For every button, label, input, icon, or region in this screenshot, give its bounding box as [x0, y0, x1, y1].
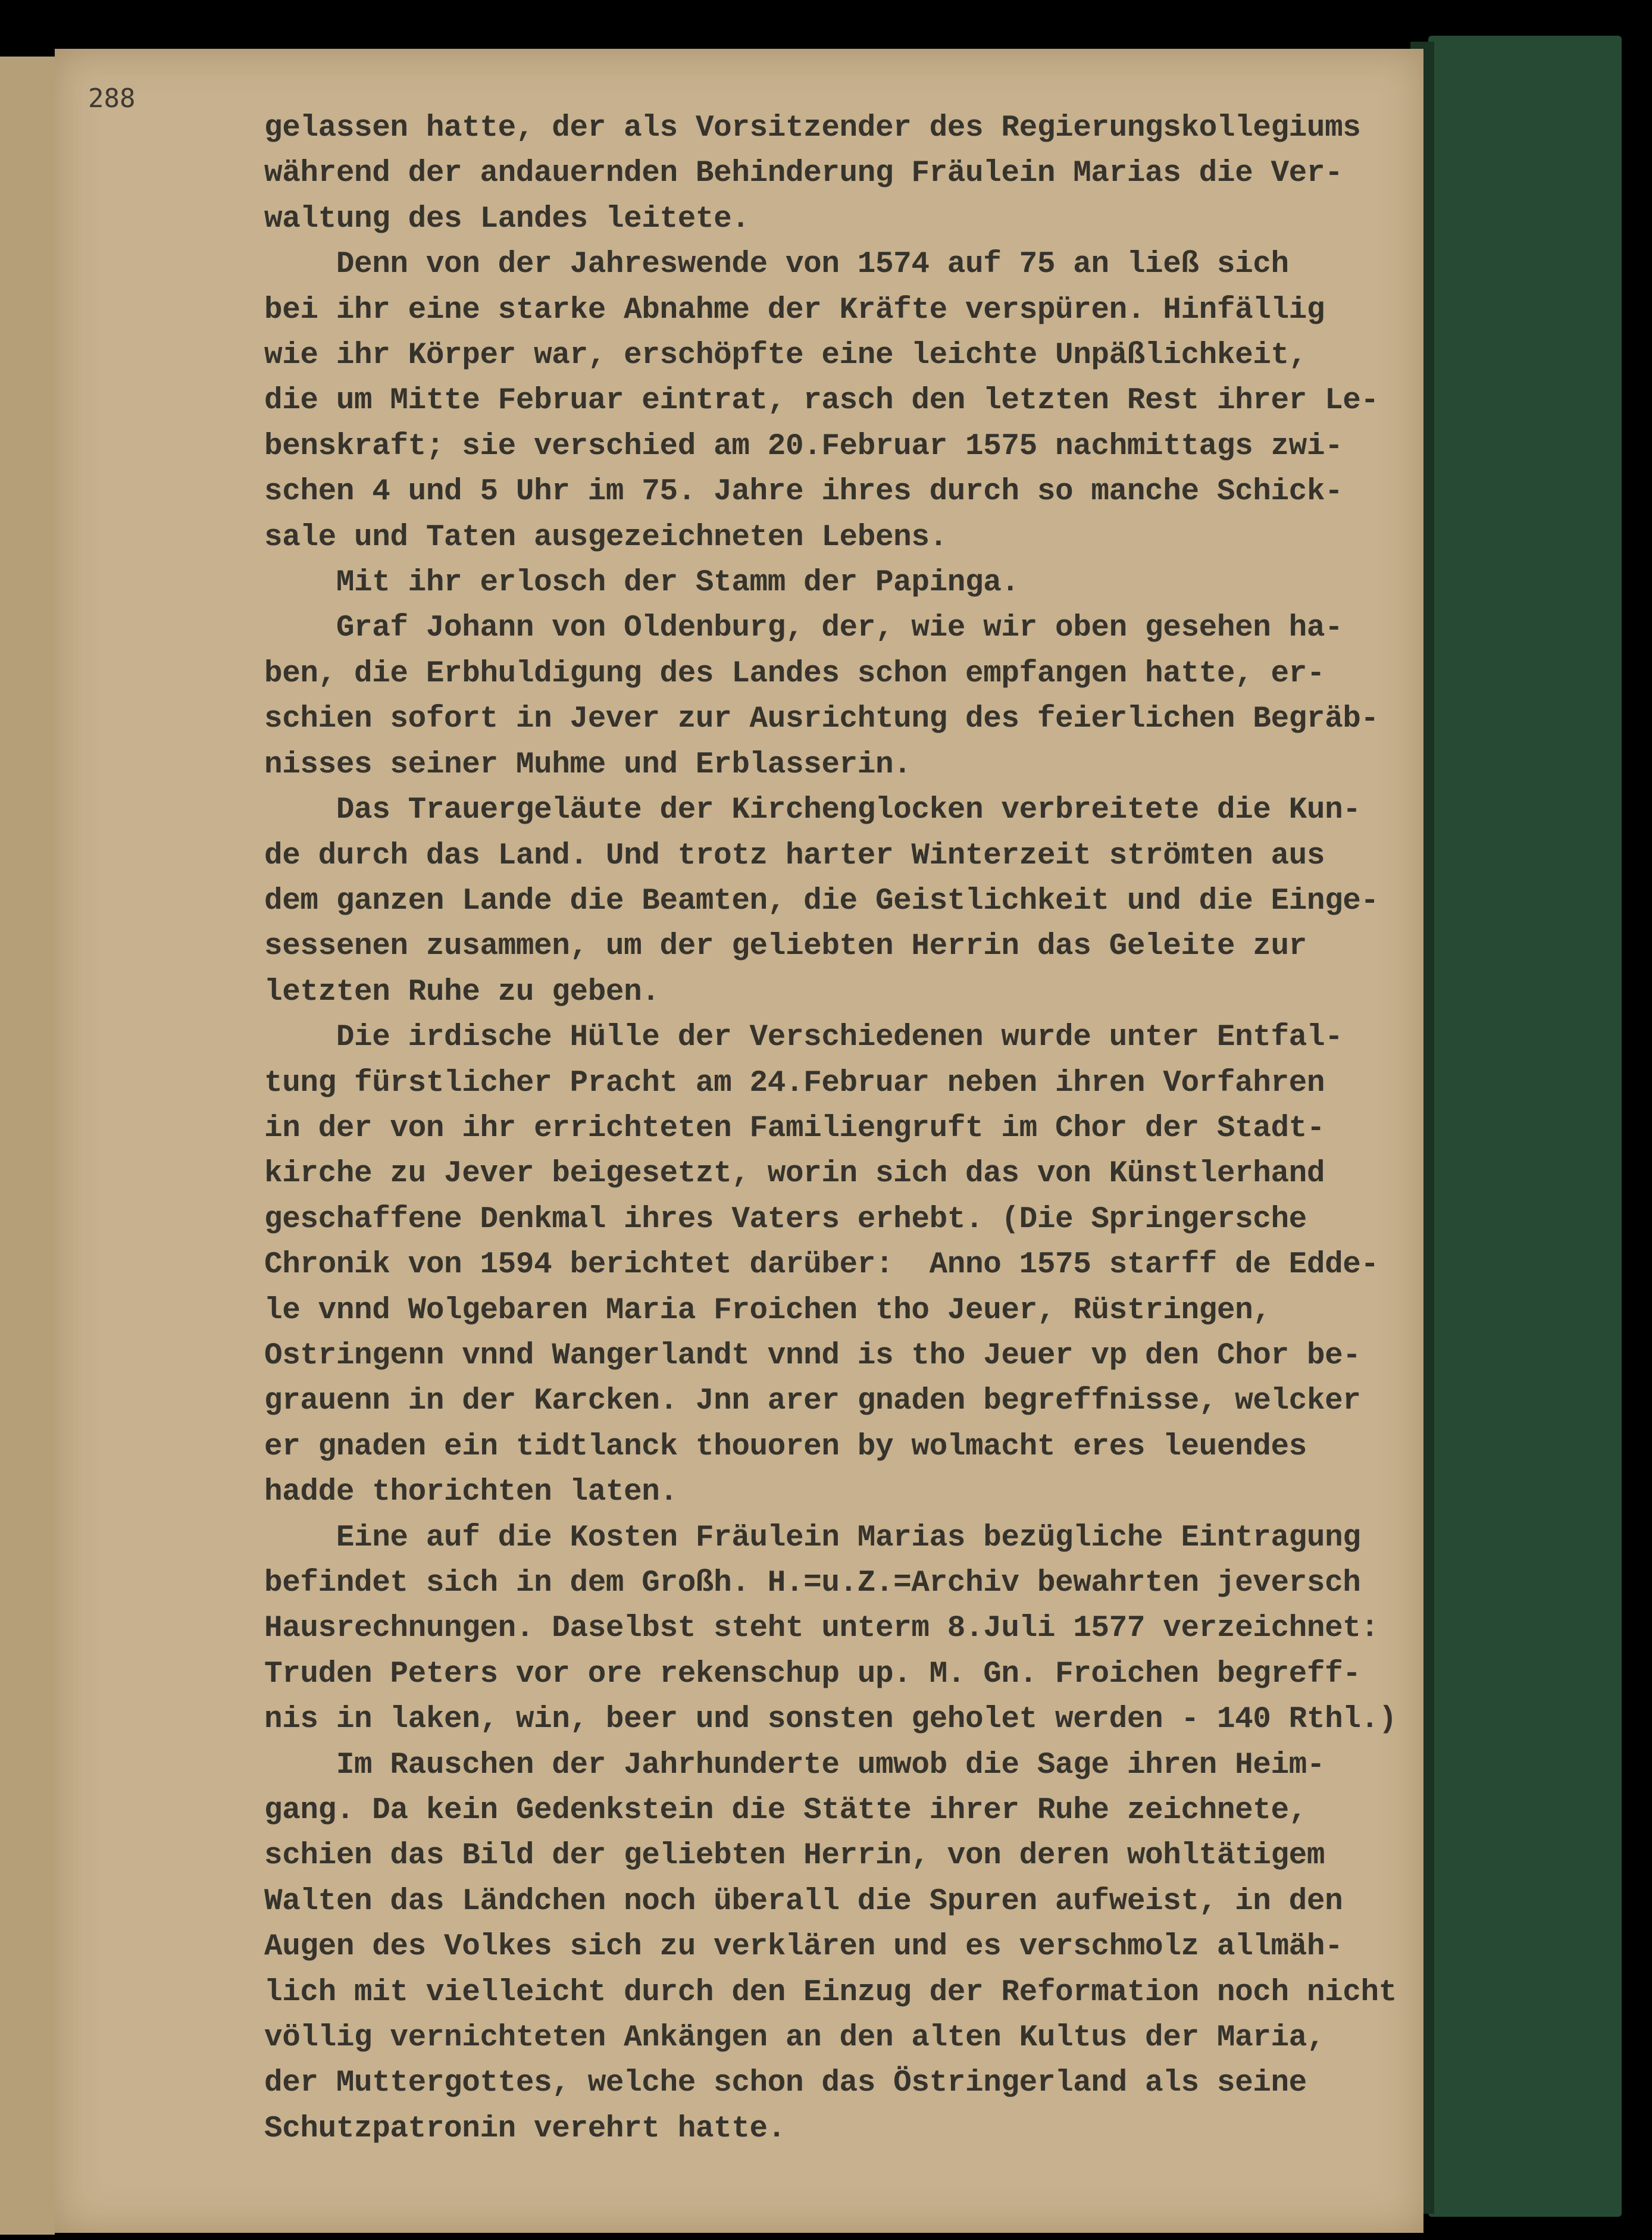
page-number: 288	[88, 83, 136, 114]
text-line: Chronik von 1594 berichtet darüber: Anno 1575 starff de Edde-	[264, 1248, 1379, 1282]
text-line: Die irdische Hülle der Verschiedenen wurde unter Entfal-	[264, 1021, 1343, 1055]
text-line: letzten Ruhe zu geben.	[264, 975, 660, 1009]
text-line: völlig vernichteten Ankängen an den alten Kultus der Maria,	[264, 2021, 1325, 2056]
text-line: in der von ihr errichteten Familiengruft im Chor der Stadt-	[264, 1111, 1325, 1146]
text-line: der Muttergottes, welche schon das Östringerland als seine	[264, 2066, 1307, 2101]
text-line: de durch das Land. Und trotz harter Winterzeit strömten aus	[264, 839, 1325, 873]
book-cover-binding	[1428, 36, 1622, 2217]
text-line: Eine auf die Kosten Fräulein Marias bezügliche Eintragung	[264, 1521, 1361, 1555]
text-line: wie ihr Körper war, erschöpfte eine leichte Unpäßlichkeit,	[264, 339, 1307, 373]
text-line: tung fürstlicher Pracht am 24.Februar neben ihren Vorfahren	[264, 1066, 1325, 1100]
text-line: grauenn in der Karcken. Jnn arer gnaden begreffnisse, welcker	[264, 1384, 1361, 1419]
text-line: Mit ihr erlosch der Stamm der Papinga.	[264, 566, 1019, 600]
text-line: gelassen hatte, der als Vorsitzender des Regierungskollegiums	[264, 111, 1361, 145]
text-line: Denn von der Jahreswende von 1574 auf 75 an ließ sich	[264, 248, 1289, 282]
text-line: le vnnd Wolgebaren Maria Froichen tho Jeuer, Rüstringen,	[264, 1293, 1271, 1328]
text-line: während der andauernden Behinderung Fräulein Marias die Ver-	[264, 157, 1343, 191]
text-line: schien sofort in Jever zur Ausrichtung des feierlichen Begräb-	[264, 702, 1379, 737]
text-line: Truden Peters vor ore rekenschup up. M. Gn. Froichen begreff-	[264, 1657, 1361, 1691]
text-line: sessenen zusammen, um der geliebten Herrin das Geleite zur	[264, 930, 1307, 964]
text-line: hadde thorichten laten.	[264, 1475, 678, 1510]
text-line: befindet sich in dem Großh. H.=u.Z.=Archiv bewahrten jeversch	[264, 1566, 1361, 1600]
text-line: Augen des Volkes sich zu verklären und es verschmolz allmäh-	[264, 1930, 1343, 1964]
text-line: schen 4 und 5 Uhr im 75. Jahre ihres durch so manche Schick-	[264, 475, 1343, 509]
text-line: Walten das Ländchen noch überall die Spuren aufweist, in den	[264, 1884, 1343, 1919]
text-line: Hausrechnungen. Daselbst steht unterm 8.Juli 1577 verzeichnet:	[264, 1612, 1379, 1646]
text-line: Graf Johann von Oldenburg, der, wie wir oben gesehen ha-	[264, 611, 1343, 646]
text-line: dem ganzen Lande die Beamten, die Geistlichkeit und die Einge-	[264, 884, 1379, 918]
text-line: nisses seiner Muhme und Erblasserin.	[264, 747, 912, 782]
text-line: nis in laken, win, beer und sonsten geholet werden - 140 Rthl.)	[264, 1703, 1397, 1737]
text-line: waltung des Landes leitete.	[264, 202, 750, 236]
text-line: geschaffene Denkmal ihres Vaters erhebt. (Die Springersche	[264, 1202, 1307, 1237]
text-line: kirche zu Jever beigesetzt, worin sich das von Künstlerhand	[264, 1157, 1325, 1191]
text-line: schien das Bild der geliebten Herrin, von deren wohltätigem	[264, 1839, 1325, 1873]
text-line: Schutzpatronin verehrt hatte.	[264, 2111, 786, 2146]
text-line: gang. Da kein Gedenkstein die Stätte ihrer Ruhe zeichnete,	[264, 1794, 1307, 1828]
text-line: lich mit vielleicht durch den Einzug der Reformation noch nicht	[264, 1975, 1397, 2010]
text-line: er gnaden ein tidtlanck thouoren by wolmacht eres leuendes	[264, 1429, 1307, 1464]
text-line: benskraft; sie verschied am 20.Februar 1575 nachmittags zwi-	[264, 429, 1343, 464]
text-line: Das Trauergeläute der Kirchenglocken verbreitete die Kun-	[264, 793, 1361, 828]
text-line: bei ihr eine starke Abnahme der Kräfte verspüren. Hinfällig	[264, 293, 1325, 327]
text-line: die um Mitte Februar eintrat, rasch den letzten Rest ihrer Le-	[264, 384, 1379, 418]
text-line: ben, die Erbhuldigung des Landes schon empfangen hatte, er-	[264, 656, 1325, 691]
text-line: Ostringenn vnnd Wangerlandt vnnd is tho Jeuer vp den Chor be-	[264, 1338, 1361, 1373]
text-line: sale und Taten ausgezeichneten Lebens.	[264, 520, 947, 555]
text-line: Im Rauschen der Jahrhunderte umwob die Sage ihren Heim-	[264, 1748, 1325, 1782]
body-text	[264, 106, 1448, 2152]
typewritten-page	[55, 49, 1423, 2233]
adjacent-page-edge	[0, 57, 55, 2235]
